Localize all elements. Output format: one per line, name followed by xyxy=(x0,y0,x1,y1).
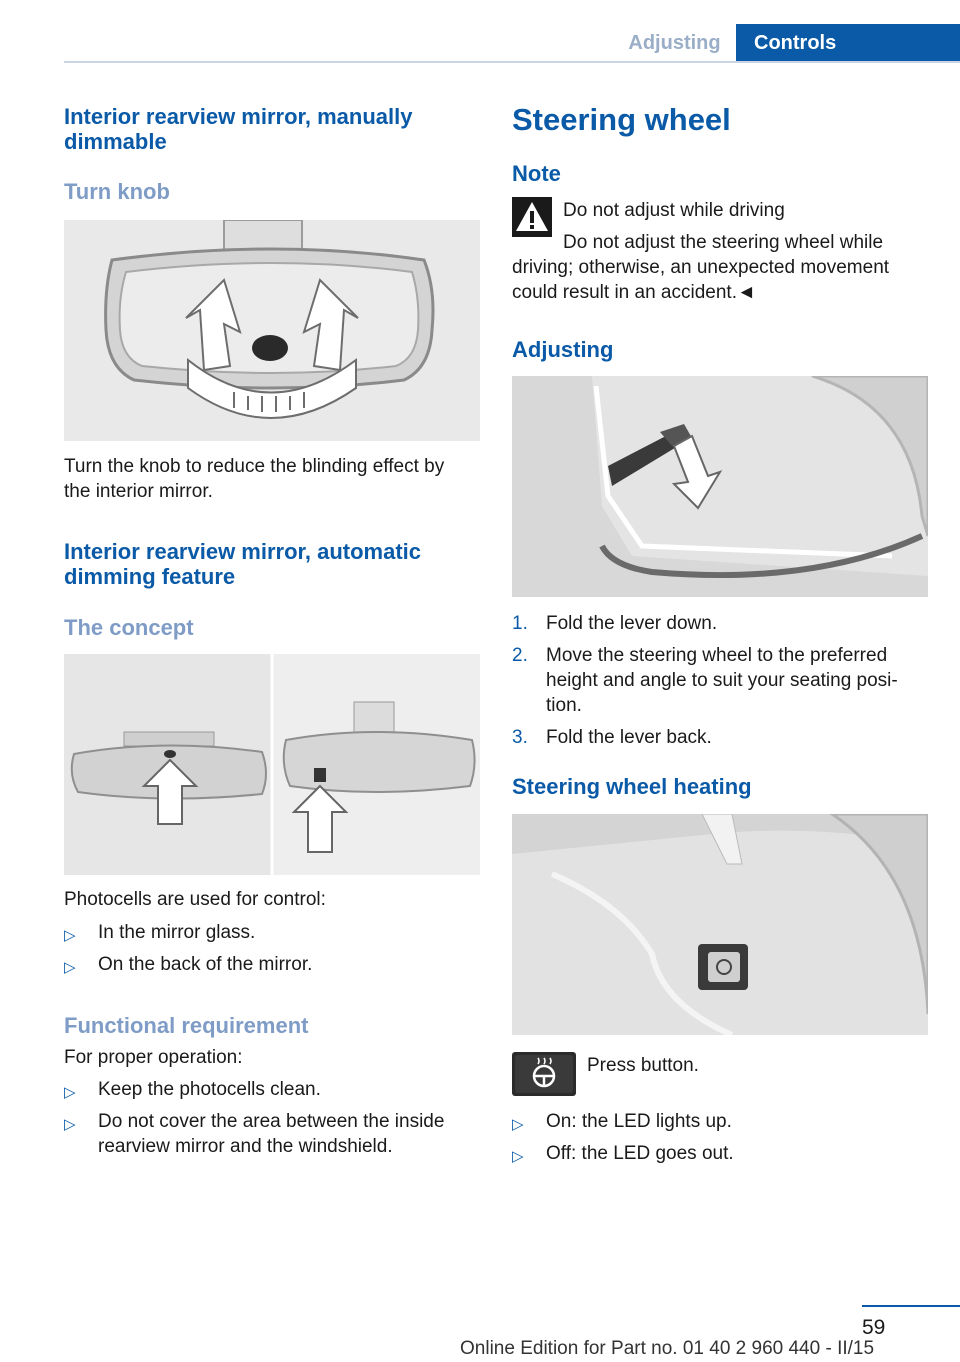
list-item xyxy=(512,1109,922,1134)
list-item xyxy=(512,1141,922,1166)
concept-description: Photocells are used for control: xyxy=(64,889,326,910)
figure-photocells xyxy=(64,654,480,875)
list-marker: ▷ xyxy=(64,1084,76,1101)
subheading-steering-wheel-heating: Steering wheel heating xyxy=(512,774,752,799)
list-marker: ▷ xyxy=(512,1116,524,1133)
list-item xyxy=(512,611,922,636)
list-item xyxy=(512,643,922,718)
requirement-description: For proper operation: xyxy=(64,1047,243,1068)
list-item-text: Do not cover the area between the inside rearview mirror and the windshield. xyxy=(98,1111,445,1157)
warning-text-line1: Do not adjust the steering wheel while xyxy=(563,232,884,253)
list-item-text: In the mirror glass. xyxy=(98,922,256,943)
heading-manual-mirror: Interior rearview mirror, manually dimmable xyxy=(64,104,413,154)
heading-steering-wheel: Steering wheel xyxy=(512,102,731,137)
subheading-functional-requirement: Functional requirement xyxy=(64,1013,309,1038)
figure-turn-knob xyxy=(64,220,480,441)
list-item xyxy=(64,952,474,977)
warning-title: Do not adjust while driving xyxy=(563,200,785,221)
press-button-text: Press button. xyxy=(587,1055,699,1076)
list-item-text: Move the steering wheel to the preferred height and angle to suit your seating posi-tion. xyxy=(546,645,898,716)
list-item xyxy=(64,1077,474,1102)
header-section-tab: Adjusting xyxy=(628,32,721,54)
list-item-text: On the back of the mirror. xyxy=(98,954,313,975)
step-number: 1. xyxy=(512,613,528,634)
header-chapter-tab: Controls xyxy=(736,24,960,62)
list-item xyxy=(512,725,922,750)
list-item-text: Fold the lever back. xyxy=(546,727,712,748)
step-number: 2. xyxy=(512,645,528,666)
warning-triangle-icon xyxy=(512,197,552,237)
figure-steering-lever xyxy=(512,376,928,597)
footer-edition: Online Edition for Part no. 01 40 2 960 440 - II/15 xyxy=(460,1338,875,1359)
list-item-text: Keep the photocells clean. xyxy=(98,1079,321,1100)
list-marker: ▷ xyxy=(64,927,76,944)
steering-wheel-heating-icon xyxy=(512,1052,576,1096)
list-item xyxy=(64,920,474,945)
warning-text: driving; otherwise, an unexpected movement could result in an accident.◄ xyxy=(512,257,890,303)
subheading-adjusting: Adjusting xyxy=(512,337,614,362)
subheading-turn-knob: Turn knob xyxy=(64,179,170,204)
header-rule xyxy=(64,61,960,63)
page-number: 59 xyxy=(862,1316,886,1339)
list-item-text: On: the LED lights up. xyxy=(546,1111,732,1132)
list-item-text: Fold the lever down. xyxy=(546,613,718,634)
list-marker: ▷ xyxy=(64,1116,76,1133)
subheading-concept: The concept xyxy=(64,615,194,640)
list-item-text: Off: the LED goes out. xyxy=(546,1143,734,1164)
footer-rule xyxy=(862,1305,960,1307)
turn-knob-description: Turn the knob to reduce the blinding effect by the interior mirror. xyxy=(64,456,445,502)
list-item xyxy=(64,1109,474,1159)
heading-automatic-mirror: Interior rearview mirror, automatic dimming feature xyxy=(64,539,422,589)
figure-heating-button xyxy=(512,814,928,1035)
list-marker: ▷ xyxy=(64,959,76,976)
step-number: 3. xyxy=(512,727,528,748)
list-marker: ▷ xyxy=(512,1148,524,1165)
subheading-note: Note xyxy=(512,161,561,186)
